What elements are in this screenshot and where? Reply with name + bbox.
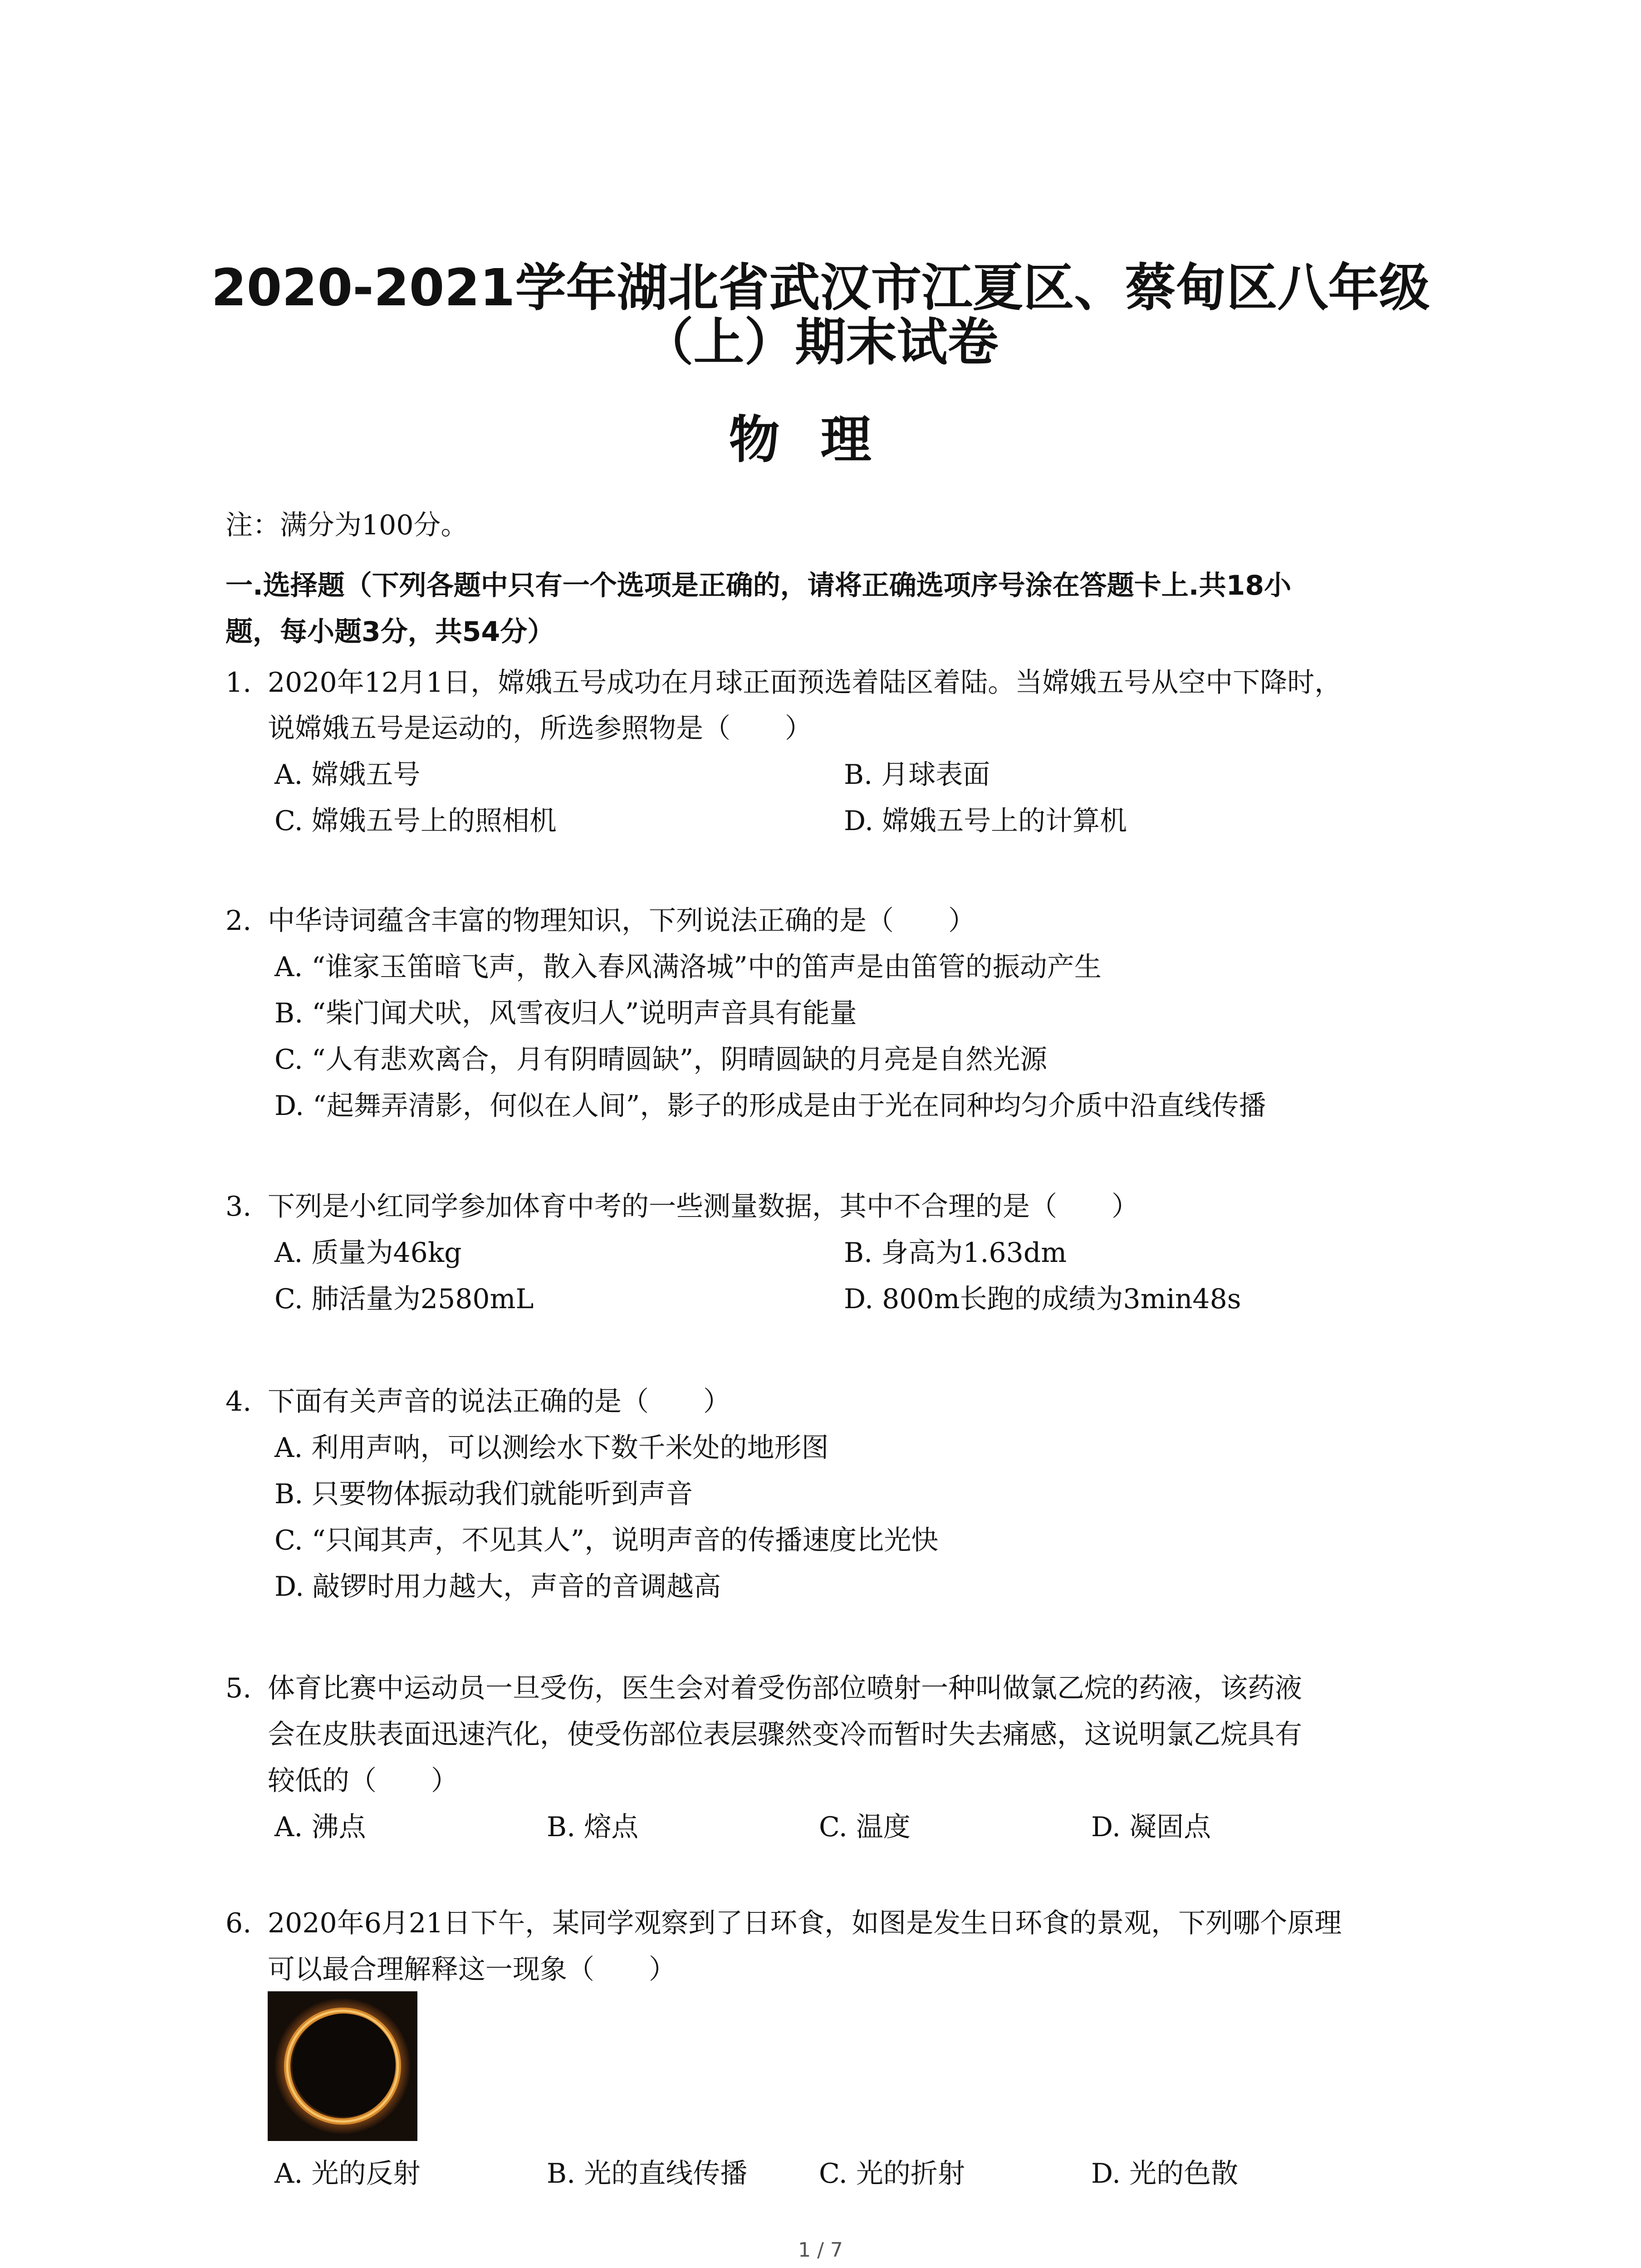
option-b: B. “柴门闻犬吠，风雪夜归人”说明声音具有能量 (274, 997, 857, 1029)
exam-title-line1: 2020-2021学年湖北省武汉市江夏区、蔡甸区八年级 (211, 259, 1430, 318)
section-heading-line1: 一.选择题（下列各题中只有一个选项是正确的，请将正确选项序号涂在答题卡上.共18小 (225, 570, 1292, 601)
option-d: D. 光的色散 (1091, 2158, 1239, 2190)
option-b: B. 月球表面 (844, 759, 990, 791)
question-stem-line: 会在皮肤表面迅速汽化，使受伤部位表层骤然变冷而暂时失去痛感，这说明氯乙烷具有 (268, 1719, 1302, 1750)
section-heading-line2: 题，每小题3分，共54分） (225, 616, 555, 648)
option-c: C. “只闻其声，不见其人”，说明声音的传播速度比光快 (274, 1525, 939, 1556)
option-d: D. 凝固点 (1091, 1811, 1211, 1843)
option-b: B. 熔点 (547, 1811, 639, 1843)
option-c: C. 肺活量为2580mL (274, 1283, 534, 1315)
exam-title-line2: （上）期末试卷 (642, 313, 999, 372)
question-stem-line: 可以最合理解释这一现象（ ） (268, 1954, 676, 1985)
page-number: 1 / 7 (798, 2239, 843, 2262)
question-number: 6. (225, 1907, 252, 1939)
option-d: D. 嫦娥五号上的计算机 (844, 805, 1127, 837)
question-stem-line: 2020年12月1日，嫦娥五号成功在月球正面预选着陆区着陆。当嫦娥五号从空中下降时， (268, 667, 1342, 699)
option-a: A. 利用声呐，可以测绘水下数千米处的地形图 (274, 1432, 829, 1464)
question-stem-line: 中华诗词蕴含丰富的物理知识，下列说法正确的是（ ） (268, 905, 975, 937)
option-d: D. “起舞弄清影，何似在人间”，影子的形成是由于光在同种均匀介质中沿直线传播 (274, 1090, 1266, 1122)
option-a: A. 光的反射 (274, 2158, 421, 2190)
question-number: 1. (225, 667, 252, 699)
annular-eclipse-image (268, 1991, 417, 2141)
option-d: D. 800m长跑的成绩为3min48s (844, 1283, 1241, 1315)
question-stem-line: 下面有关声音的说法正确的是（ ） (268, 1386, 730, 1418)
question-stem-line: 较低的（ ） (268, 1765, 458, 1797)
question-number: 3. (225, 1191, 252, 1222)
question-number: 4. (225, 1386, 252, 1418)
section-heading (225, 562, 1441, 655)
option-a: A. 嫦娥五号 (274, 759, 421, 791)
option-d: D. 敲锣时用力越大，声音的音调越高 (274, 1571, 721, 1603)
question-stem-line: 下列是小红同学参加体育中考的一些测量数据，其中不合理的是（ ） (268, 1191, 1139, 1222)
option-b: B. 身高为1.63dm (844, 1237, 1067, 1269)
option-a: A. 沸点 (274, 1811, 366, 1843)
question-number: 2. (225, 905, 252, 937)
option-b: B. 只要物体振动我们就能听到声音 (274, 1478, 693, 1510)
question-stem-line: 体育比赛中运动员一旦受伤，医生会对着受伤部位喷射一种叫做氯乙烷的药液，该药液 (268, 1672, 1302, 1704)
option-c: C. “人有悲欢离合，月有阴晴圆缺”，阴晴圆缺的月亮是自然光源 (274, 1044, 1048, 1075)
option-a: A. “谁家玉笛暗飞声，散入春风满洛城”中的笛声是由笛管的振动产生 (274, 951, 1102, 983)
question-number: 5. (225, 1672, 252, 1704)
question-stem-line: 2020年6月21日下午，某同学观察到了日环食，如图是发生日环食的景观，下列哪个原理 (268, 1907, 1342, 1939)
option-b: B. 光的直线传播 (547, 2158, 748, 2190)
eclipse-ring-graphic (268, 1991, 417, 2141)
subject-heading: 物理 (729, 411, 912, 469)
option-c: C. 温度 (819, 1811, 911, 1843)
question-stem-line: 说嫦娥五号是运动的，所选参照物是（ ） (268, 713, 812, 744)
score-note: 注：满分为100分。 (225, 509, 468, 541)
option-a: A. 质量为46kg (274, 1237, 462, 1269)
option-c: C. 嫦娥五号上的照相机 (274, 805, 557, 837)
option-c: C. 光的折射 (819, 2158, 965, 2190)
